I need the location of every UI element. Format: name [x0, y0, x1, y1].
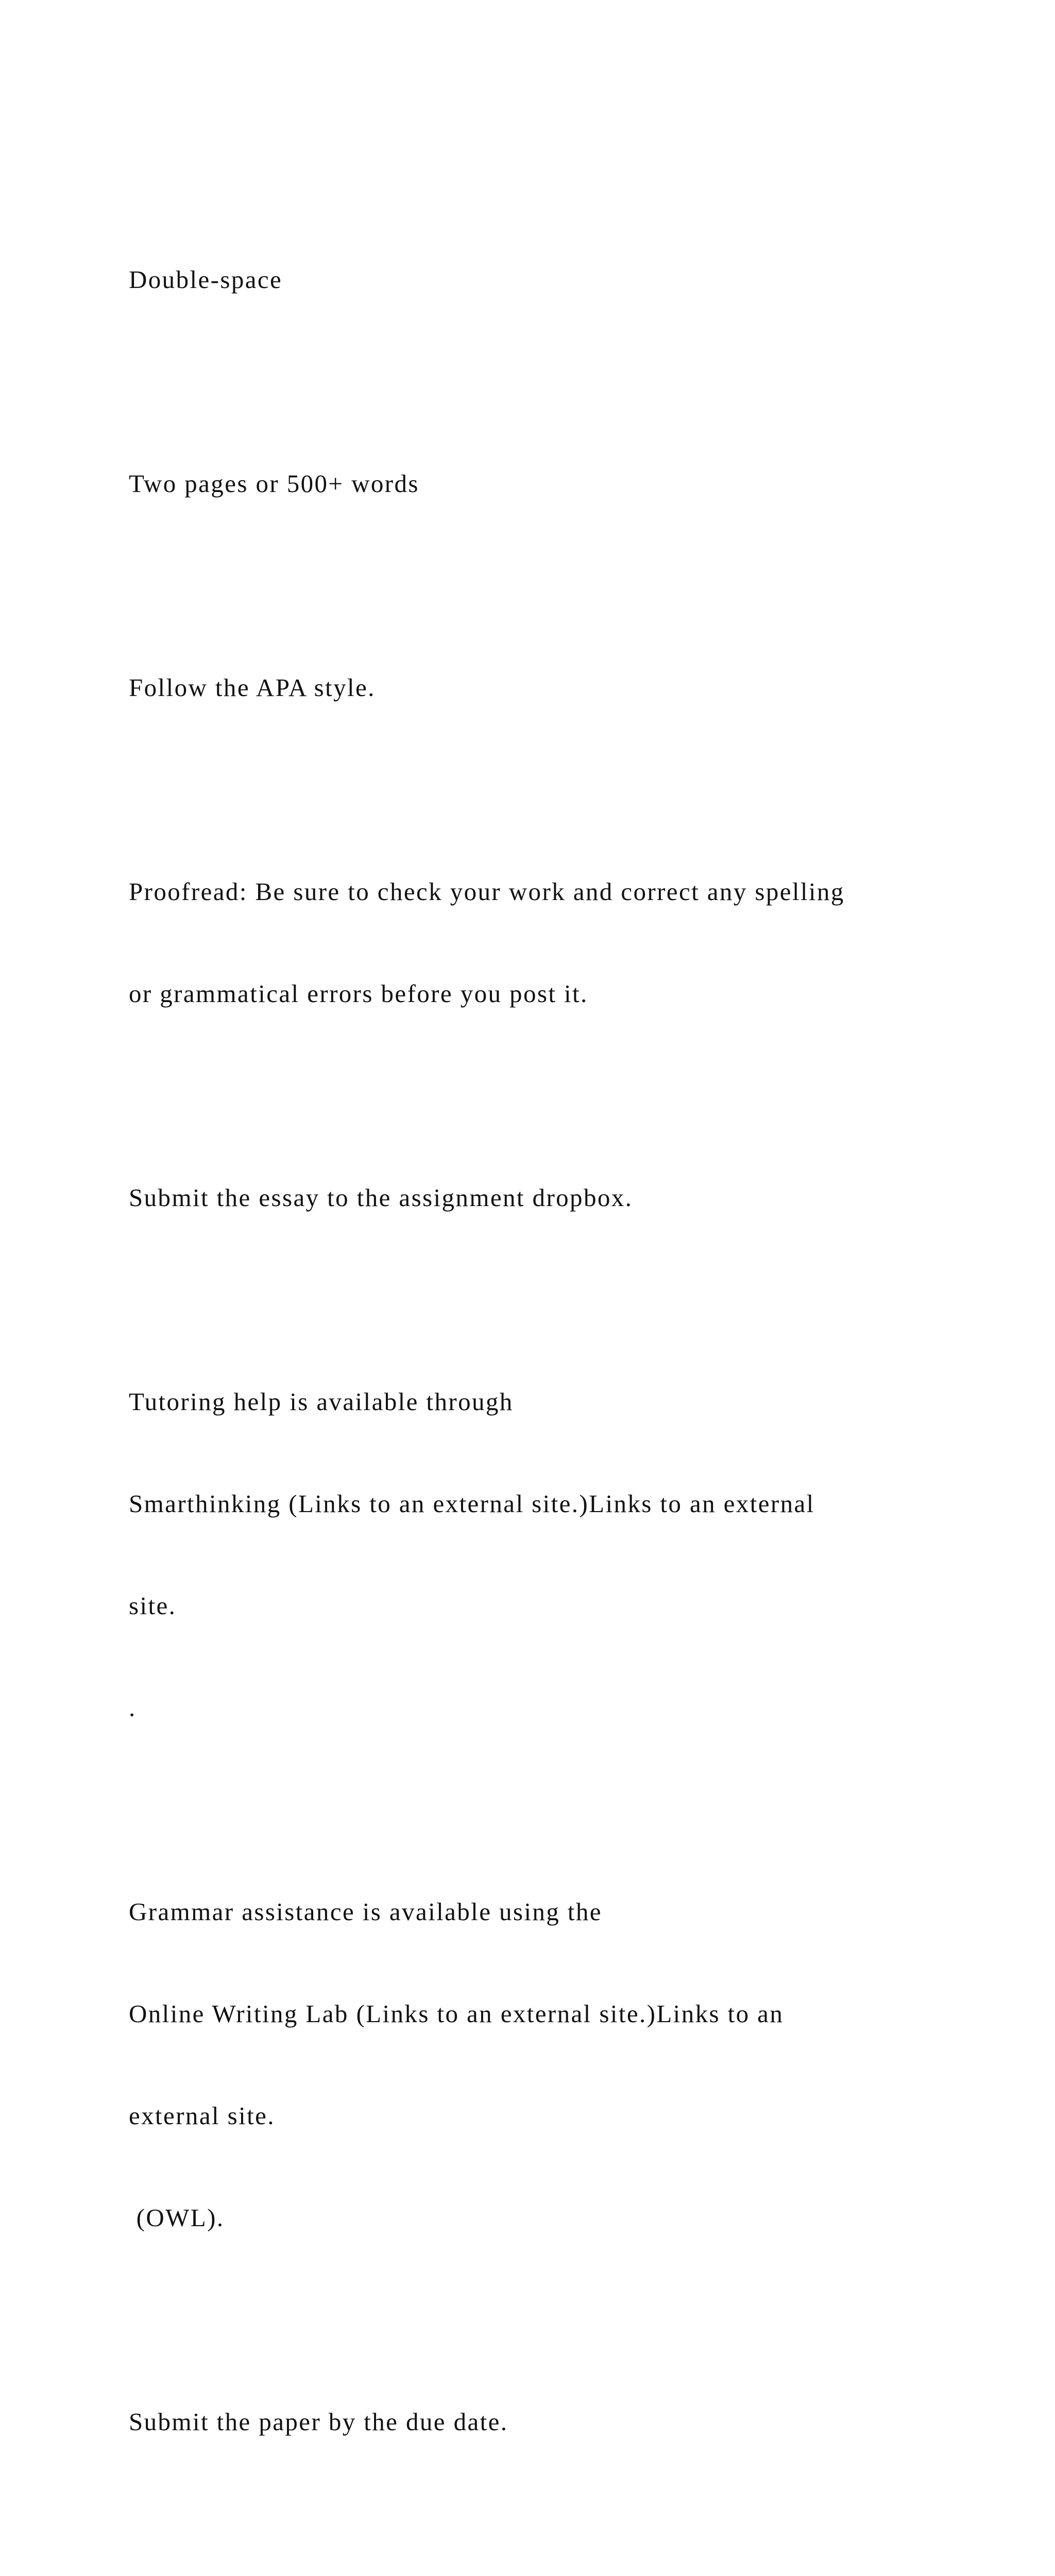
text-line: Proofread: Be sure to check your work and correct any spelling [129, 877, 845, 906]
text-line: external site. [129, 2102, 275, 2130]
paragraph-proofread [129, 807, 1005, 1079]
text-line: Follow the APA style. [129, 673, 376, 702]
text-line: Grammar assistance is available using the [129, 1897, 602, 1926]
blank-gap [129, 2541, 1005, 2575]
paragraph-tutoring [129, 1317, 1005, 1793]
paragraph-apa-style [129, 603, 1005, 773]
smarthinking-link-text: Smarthinking (Links to an external site.)Links to an external [129, 1489, 815, 1518]
text-line: Submit the paper by the due date. [129, 2408, 508, 2436]
text-line: (OWL). [129, 2204, 225, 2232]
text-line: Submit the essay to the assignment dropbox. [129, 1183, 633, 1212]
paragraph-length [129, 399, 1005, 569]
text-line: Tutoring help is available through [129, 1387, 514, 1416]
paragraph-compose [129, 2575, 1005, 2576]
text-line: or grammatical errors before you post it. [129, 979, 588, 1008]
paragraph-grammar [129, 1827, 1005, 2303]
paragraph-due-date [129, 2337, 1005, 2507]
document-body [129, 195, 1005, 2576]
text-line: Two pages or 500+ words [129, 469, 419, 498]
owl-link-text: Online Writing Lab (Links to an external site.)Links to an [129, 1999, 784, 2028]
text-line: Double-space [129, 265, 283, 294]
paragraph-submit-dropbox [129, 1113, 1005, 1283]
text-line: . [129, 1693, 137, 1722]
text-line: site. [129, 1591, 177, 1620]
paragraph-double-space [129, 195, 1005, 365]
